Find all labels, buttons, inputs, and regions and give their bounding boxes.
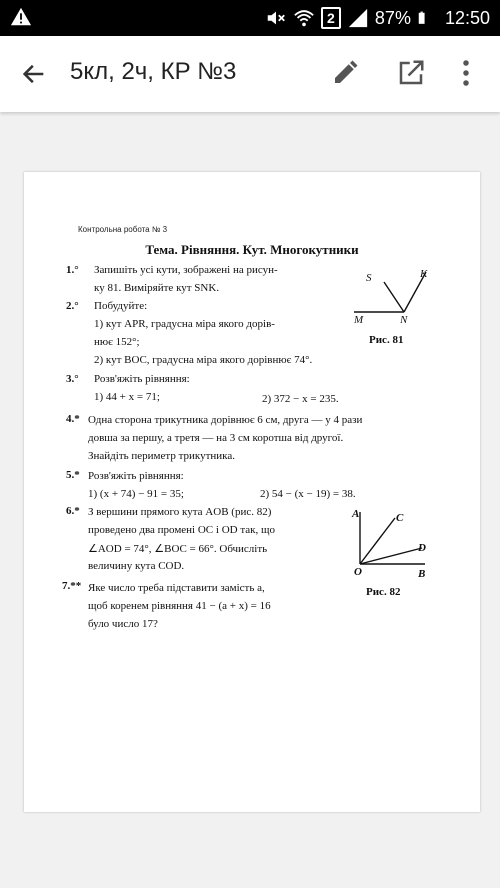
page-title: 5кл, 2ч, КР №3 bbox=[70, 58, 237, 85]
task5-equation-2: 2) 54 − (x − 19) = 38. bbox=[260, 488, 356, 500]
task6-line: проведено два промені OC і OD так, що bbox=[88, 524, 275, 536]
fig82-label-b: B bbox=[418, 568, 426, 580]
open-external-icon[interactable] bbox=[396, 58, 426, 88]
fig82-label-c: C bbox=[396, 512, 404, 524]
status-bar bbox=[0, 0, 500, 36]
app-bar bbox=[0, 36, 500, 112]
task6-line: З вершини прямого кута AOB (рис. 82) bbox=[88, 506, 272, 518]
fig82-label-a: A bbox=[352, 508, 360, 520]
more-vertical-icon[interactable] bbox=[456, 58, 476, 88]
fig82-caption: Рис. 82 bbox=[366, 586, 401, 598]
back-arrow-icon[interactable] bbox=[20, 60, 48, 88]
task6-line: величину кута COD. bbox=[88, 560, 185, 572]
task7-line: щоб коренем рівняння 41 − (a + x) = 16 bbox=[88, 600, 271, 612]
task2-line: 2) кут BOC, градусна міра якого дорівнює 74°. bbox=[94, 354, 313, 366]
clock: 12:50 bbox=[444, 7, 490, 28]
fig81-label-m: M bbox=[354, 314, 364, 326]
task5-line: Розв'яжіть рівняння: bbox=[88, 470, 184, 482]
task3-equation-1: 1) 44 + x = 71; bbox=[94, 391, 160, 403]
task4-line: Знайдіть периметр трикутника. bbox=[88, 450, 235, 462]
task1-line: Запишіть усі кути, зображені на рисун- bbox=[94, 264, 278, 276]
figure-82 bbox=[360, 512, 430, 567]
document-page bbox=[24, 172, 480, 812]
fig81-caption: Рис. 81 bbox=[369, 334, 404, 346]
task5-number: 5.* bbox=[66, 469, 80, 481]
wifi-icon bbox=[293, 7, 315, 29]
task3-equation-2: 2) 372 − x = 235. bbox=[262, 393, 339, 405]
task2-line: 1) кут APR, градусна міра якого дорів- bbox=[94, 318, 275, 330]
task2-line: Побудуйте: bbox=[94, 300, 148, 312]
worksheet-title: Тема. Рівняння. Кут. Многокутники bbox=[145, 242, 359, 257]
worksheet-header: Контрольна робота № 3 bbox=[78, 225, 168, 234]
task7-line: було число 17? bbox=[88, 618, 158, 630]
warning-icon bbox=[10, 6, 32, 28]
mute-icon bbox=[265, 7, 287, 29]
task4-line: Одна сторона трикутника дорівнює 6 см, друга — у 4 рази bbox=[88, 414, 363, 426]
task4-number: 4.* bbox=[66, 413, 80, 425]
task3-number: 3.° bbox=[66, 373, 79, 385]
task2-line: нює 152°; bbox=[94, 336, 140, 348]
task4-line: довша за першу, а третя — на 3 см коротша від другої. bbox=[88, 432, 344, 444]
fig82-label-d: D bbox=[418, 542, 426, 554]
fig81-label-n: N bbox=[400, 314, 408, 326]
task6-line: ∠AOD = 74°, ∠BOC = 66°. Обчисліть bbox=[88, 543, 268, 555]
task7-line: Яке число треба підставити замість a, bbox=[88, 582, 265, 594]
task5-equation-1: 1) (x + 74) − 91 = 35; bbox=[88, 488, 184, 500]
edit-pencil-icon[interactable] bbox=[330, 58, 360, 88]
scanned-worksheet bbox=[24, 172, 480, 812]
battery-icon bbox=[417, 7, 431, 29]
task1-line: ку 81. Виміряйте кут SNK. bbox=[94, 282, 220, 294]
task3-line: Розв'яжіть рівняння: bbox=[94, 373, 190, 385]
task1-number: 1.° bbox=[66, 264, 79, 276]
task6-number: 6.* bbox=[66, 505, 80, 517]
sim-badge: 2 bbox=[321, 7, 341, 29]
fig81-label-k: K bbox=[420, 268, 428, 280]
fig82-label-o: O bbox=[354, 566, 362, 578]
signal-icon bbox=[347, 7, 369, 29]
battery-percent: 87% bbox=[374, 7, 411, 28]
fig81-label-s: S bbox=[366, 272, 372, 284]
task2-number: 2.° bbox=[66, 300, 79, 312]
task7-number: 7.** bbox=[62, 580, 82, 592]
